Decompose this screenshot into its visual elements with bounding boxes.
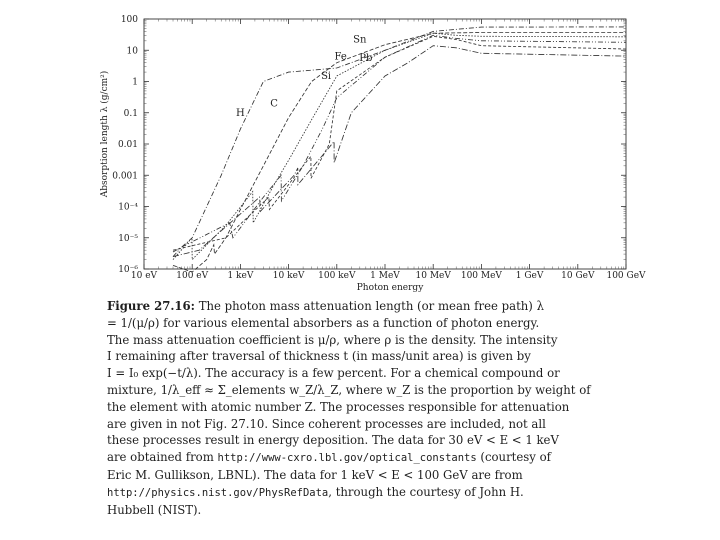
y-tick-label: 10⁻⁶ [118, 265, 138, 275]
x-tick-label: 10 MeV [415, 271, 451, 281]
caption-text: are given in not Fig. 27.10. Since coherent processes are included, not all [107, 416, 546, 431]
caption-text: The mass attenuation coefficient is μ/ρ, where ρ is the density. The intensity [107, 332, 558, 347]
x-tick-label: 1 GeV [515, 271, 544, 281]
x-tick-label: 10 eV [130, 271, 158, 281]
caption-text: , through the courtesy of John H. [328, 484, 524, 499]
y-tick-label: 10 [126, 46, 138, 57]
series-label-h: H [236, 107, 245, 119]
x-tick-label: 1 keV [227, 271, 254, 281]
x-axis-title: Photon energy [356, 283, 424, 293]
x-tick-label: 1 MeV [370, 271, 400, 281]
y-axis-title: Absorption length λ (g/cm²) [100, 70, 110, 198]
caption-text: (courtesy of [476, 450, 551, 465]
caption-line [107, 416, 623, 433]
y-tick-label: 10⁻⁵ [118, 233, 138, 244]
caption-text: the element with atomic number Z. The processes responsible for attenuation [107, 399, 570, 414]
x-tick-label: 10 keV [272, 271, 305, 281]
caption-text: Hubbell (NIST). [107, 502, 202, 517]
y-tick-label: 0.1 [123, 108, 138, 119]
caption-line [107, 332, 623, 349]
x-tick-label: 100 keV [318, 271, 356, 281]
series-label-pb: Pb [359, 53, 373, 65]
plot-frame [144, 19, 626, 269]
cxro-link[interactable]: http://www-cxro.lbl.gov/optical_constants [217, 452, 477, 465]
series-label-sn: Sn [353, 34, 367, 46]
caption-line [107, 432, 623, 449]
series-label-fe: Fe [334, 51, 347, 63]
y-tick-label: 10⁻⁴ [118, 202, 138, 213]
caption-line [107, 467, 623, 484]
x-tick-label: 100 MeV [460, 271, 502, 281]
x-tick-label: 100 GeV [606, 271, 646, 281]
caption-line [107, 348, 623, 365]
caption-text: = 1/(μ/ρ) for various elemental absorbers as a function of photon energy. [107, 315, 540, 330]
caption-line [107, 382, 623, 399]
caption-text: Eric M. Gullikson, LBNL). The data for 1 keV < E < 100 GeV are from [107, 467, 523, 482]
x-tick-label: 10 GeV [561, 271, 595, 281]
caption-line [107, 315, 623, 332]
caption-text: are obtained from [107, 450, 218, 465]
caption-line [107, 298, 623, 315]
figure-caption [107, 298, 623, 518]
caption-line [107, 449, 623, 467]
caption-line [107, 484, 623, 502]
caption-text: The photon mass attenuation length (or mean free path) λ [198, 299, 544, 313]
caption-text: I remaining after traversal of thickness t (in mass/unit area) is given by [107, 349, 531, 364]
y-tick-label: 1 [132, 77, 138, 88]
caption-line [107, 365, 623, 382]
series-line-h [173, 27, 626, 252]
series-line-sn [173, 36, 626, 250]
caption-text: I = I₀ exp(−t/λ). The accuracy is a few percent. For a chemical compound or [107, 366, 560, 381]
caption-label: Figure 27.16: [107, 299, 195, 313]
caption-text: these processes result in energy deposition. The data for 30 eV < E < 1 keV [107, 433, 559, 448]
series-line-c [173, 33, 626, 273]
y-tick-label: 0.001 [112, 171, 138, 182]
y-tick-label: 100 [120, 15, 138, 25]
x-tick-label: 100 eV [176, 271, 209, 281]
caption-line [107, 399, 623, 416]
nist-link[interactable]: http://physics.nist.gov/PhysRefData [107, 486, 329, 499]
series-label-si: Si [321, 71, 332, 83]
caption-text: mixture, 1/λ_eff ≈ Σ_elements w_Z/λ_Z, where w_Z is the proportion by weight of [107, 382, 591, 397]
y-tick-label: 0.01 [117, 140, 138, 150]
series-line-pb [173, 46, 626, 257]
series-label-c: C [270, 98, 278, 110]
caption-line [107, 502, 623, 519]
